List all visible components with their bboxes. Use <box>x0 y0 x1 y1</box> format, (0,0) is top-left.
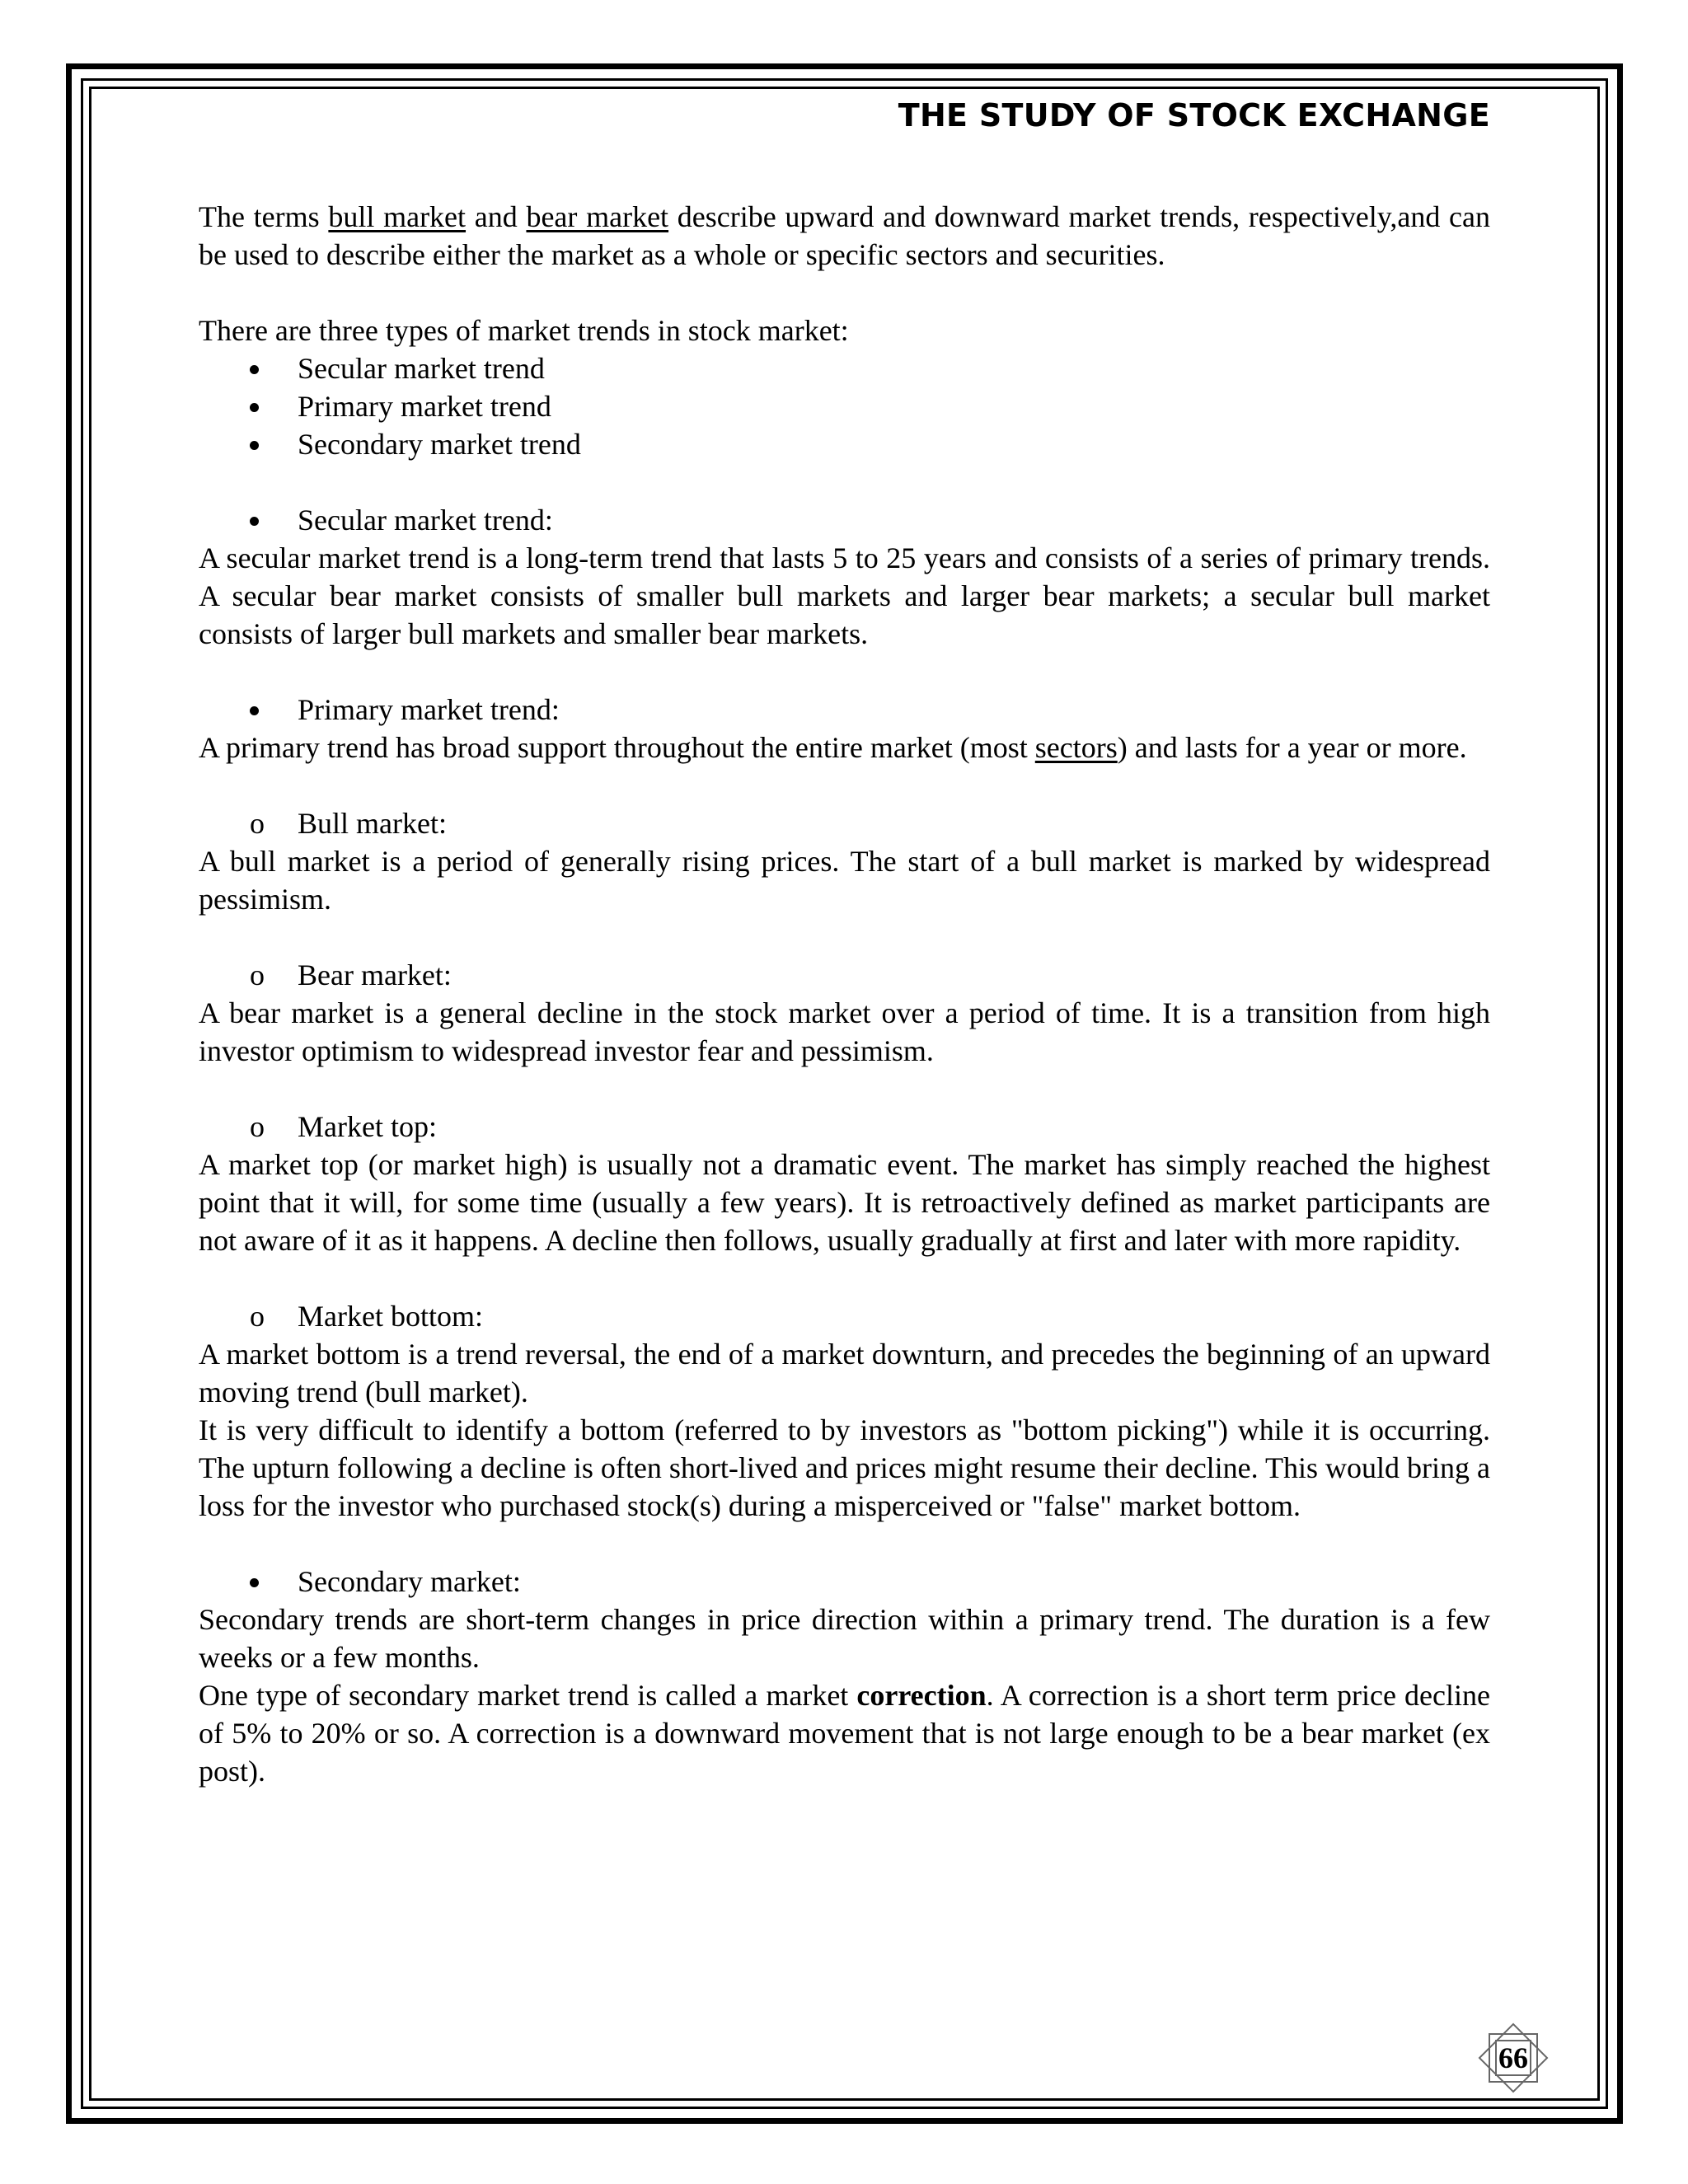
bull-body: A bull market is a period of generally rising prices. The start of a bull market is marked by widespread pessimism. <box>199 845 1490 916</box>
page-header-title: THE STUDY OF STOCK EXCHANGE <box>898 97 1490 134</box>
bull-market-link[interactable]: bull market <box>328 200 467 233</box>
intro-paragraph <box>199 198 1490 274</box>
circle-bullet-icon: o <box>250 1110 265 1143</box>
list-item: Primary market trend <box>199 387 1490 425</box>
intro-lead: The terms <box>199 200 329 233</box>
bear-body: A bear market is a general decline in the stock market over a period of time. It is a transition from high investor optimism to widespread investor fear and pessimism. <box>199 996 1490 1067</box>
bullet-icon <box>250 1563 283 1601</box>
bottom-body-1: A market bottom is a trend reversal, the end of a market downturn, and precedes the beginning of an upward moving trend (bull market). <box>199 1338 1490 1408</box>
secular-heading: Secular market trend: <box>199 501 1490 539</box>
bear-heading: o Bear market: <box>199 956 1490 994</box>
list-item: Secular market trend <box>199 349 1490 387</box>
bull-heading: o Bull market: <box>199 804 1490 842</box>
intro-rest: describe upward and downward market trends, respectively,and can be used to describe either the market as a whole or specific sectors and securities. <box>199 200 1491 271</box>
page-content <box>199 198 1490 1790</box>
circle-bullet-icon: o <box>250 958 265 991</box>
intro-and: and <box>466 200 527 233</box>
page-number-badge <box>1471 2016 1555 2100</box>
page-number: 66 <box>1498 2041 1528 2074</box>
bullet-icon <box>250 349 283 387</box>
top-body: A market top (or market high) is usually not a dramatic event. The market has simply reached the highest point that it will, for some time (usually a few years). It is retroactively defined as market participants are not aware of it as it happens. A decline then follows, usually gradually at first and later with more rapidity. <box>199 1148 1490 1257</box>
circle-bullet-icon: o <box>250 807 265 840</box>
primary-body: A primary trend has broad support throughout the entire market (most sectors) and lasts for a year or more. <box>199 731 1467 764</box>
top-heading: o Market top: <box>199 1108 1490 1146</box>
bullet-icon <box>250 691 283 729</box>
bullet-icon <box>250 387 283 425</box>
circle-bullet-icon: o <box>250 1300 265 1333</box>
list-item: Secondary market trend <box>199 425 1490 463</box>
secondary-body-1: Secondary trends are short-term changes in price direction within a primary trend. The duration is a few weeks or a few months. <box>199 1603 1490 1674</box>
bottom-body-2: It is very difficult to identify a bottom (referred to by investors as "bottom picking") while it is occurring. The upturn following a decline is often short-lived and prices might resume their decline. This would bring a loss for the investor who purchased stock(s) during a misperceived or "false" market bottom. <box>199 1413 1490 1522</box>
bear-market-link[interactable]: bear market <box>526 200 669 233</box>
bullet-icon <box>250 425 283 463</box>
secondary-heading: Secondary market: <box>199 1563 1490 1601</box>
sectors-link[interactable]: sectors <box>1034 731 1118 764</box>
secular-body: A secular market trend is a long-term trend that lasts 5 to 25 years and consists of a series of primary trends. A secular bear market consists of smaller bull markets and larger bear markets; a secular bull market consists of larger bull markets and smaller bear markets. <box>199 541 1490 650</box>
bullet-icon <box>250 501 283 539</box>
primary-heading: Primary market trend: <box>199 691 1490 729</box>
bottom-heading: o Market bottom: <box>199 1297 1490 1335</box>
secondary-body-2: One type of secondary market trend is called a market correction. A correction is a short term price decline of 5% to 20% or so. A correction is a downward movement that is not large enough to be a bear market (ex post). <box>199 1679 1490 1788</box>
types-intro: There are three types of market trends in stock market: <box>199 314 849 347</box>
correction-term: correction <box>856 1679 987 1712</box>
